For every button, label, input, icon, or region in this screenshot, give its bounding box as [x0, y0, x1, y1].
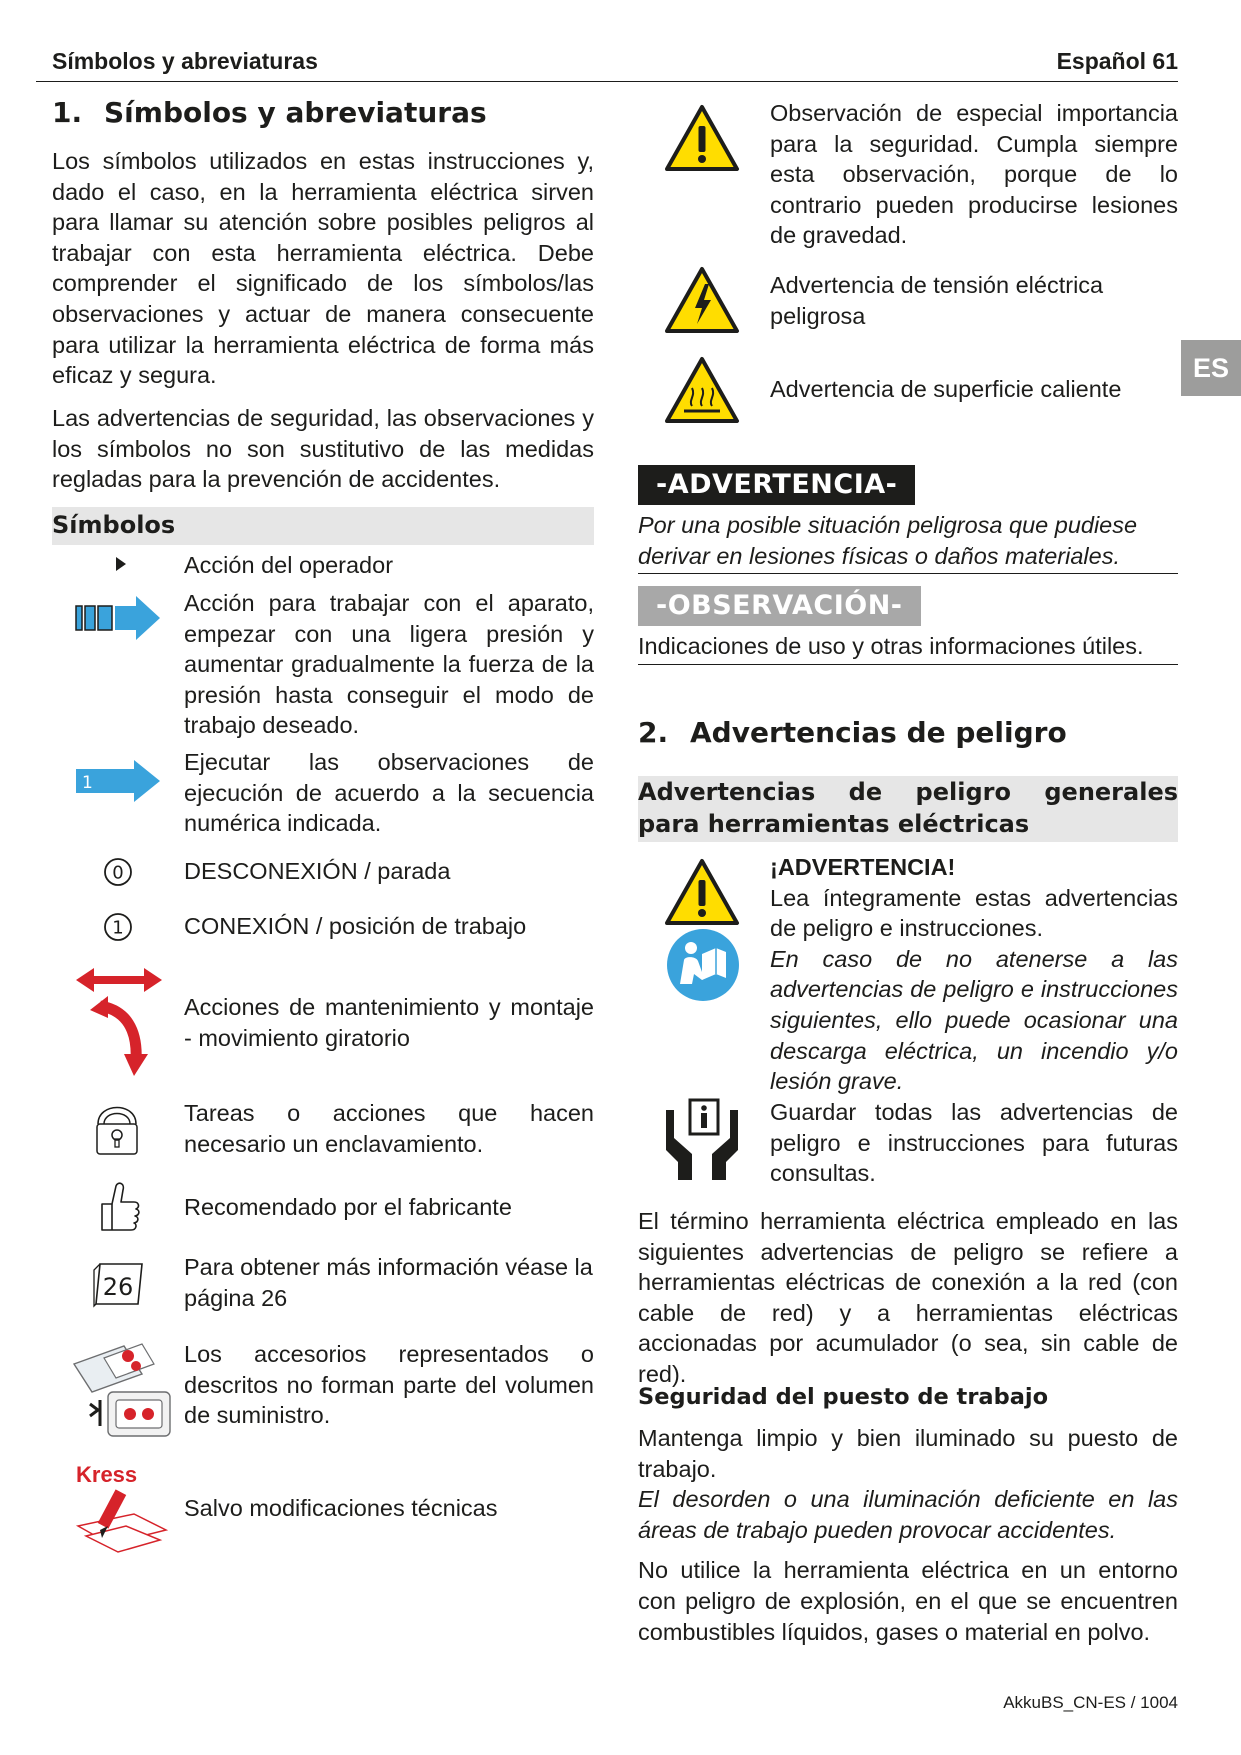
on-icon — [103, 912, 133, 942]
read-manual-icon — [666, 928, 740, 1002]
observacion-label: -OBSERVACIÓN- — [638, 586, 921, 626]
triangle-bullet-icon — [115, 556, 127, 572]
page-reference-number: 26 — [102, 1273, 134, 1301]
keep-instructions-icon — [660, 1096, 744, 1182]
off-icon-glyph: 0 — [112, 862, 124, 884]
kress-modifications-icon — [72, 1460, 172, 1556]
symbol-text: Salvo modificaciones técnicas — [184, 1495, 498, 1521]
rotation-arrows-icon — [74, 966, 164, 1078]
symbol-text: DESCONEXIÓN / parada — [184, 858, 451, 884]
symbols-heading — [52, 507, 594, 545]
kress-logo: Kress — [76, 1462, 138, 1487]
general-warning-icon — [664, 858, 740, 926]
symbol-text: CONEXIÓN / posición de trabajo — [184, 913, 527, 939]
thumbs-up-icon — [94, 1180, 142, 1234]
symbol-text: Los accesorios representados o descritos no forman parte del volumen de suministro. — [184, 1341, 594, 1429]
numbered-arrow-badge: 1 — [82, 773, 93, 793]
section1-title-text: Símbolos y abreviaturas — [104, 96, 487, 129]
running-header-page: Español 61 — [1056, 48, 1178, 74]
section2-title-text: Advertencias de peligro — [690, 716, 1067, 749]
power-tool-definition: El término herramienta eléctrica empleado en las siguientes advertencias de peligro se refiere a herramientas eléctricas de conexión a la red (con cable de red) y a herramientas eléctricas accionadas por acumulador (o sea, sin cable de red). — [638, 1208, 1178, 1387]
workplace-safety-block — [638, 1423, 1178, 1647]
warning-block-title: ¡ADVERTENCIA! — [770, 854, 956, 880]
header-rule — [36, 81, 1178, 82]
padlock-icon — [94, 1098, 140, 1156]
section1-intro: Los símbolos utilizados en estas instrucciones y, dado el caso, en la herramienta eléctrica sirven para llamar su atención sobre posibles peligros al trabajar con esta herramienta eléctrica. Debe comprender el significado de los símbolos/las observaciones y actuar de manera consecuente para utilizar la herramienta eléctrica de forma más eficaz y segura. — [52, 148, 594, 389]
on-icon-glyph: 1 — [112, 917, 124, 939]
progressive-arrow-icon — [74, 594, 162, 642]
symbol-text: Recomendado por el fabricante — [184, 1194, 512, 1220]
symbol-text: Para obtener más información véase la página 26 — [184, 1254, 593, 1311]
symbol-text: Tareas o acciones que hacen necesario un enclavamiento. — [184, 1100, 594, 1157]
section1-title — [52, 96, 487, 129]
running-header-left: Símbolos y abreviaturas — [52, 48, 318, 74]
advertencia-rule — [638, 573, 1178, 574]
electric-warning-icon — [664, 266, 740, 334]
workplace-p1: Mantenga limpio y bien iluminado su puesto de trabajo. — [638, 1425, 1178, 1482]
section2-title — [638, 716, 1067, 749]
general-warning-icon — [664, 104, 740, 172]
page-reference-icon — [92, 1260, 146, 1308]
workplace-safety-heading: Seguridad del puesto de trabajo — [638, 1384, 1049, 1410]
accessories-icon — [64, 1334, 176, 1444]
keep-instructions-text: Guardar todas las advertencias de peligro e instrucciones para futuras consultas. — [770, 1099, 1178, 1187]
advertencia-label: -ADVERTENCIA- — [638, 465, 915, 505]
symbol-text: Acciones de mantenimiento y montaje - movimiento giratorio — [184, 994, 594, 1051]
document-code: AkkuBS_CN-ES / 1004 — [1003, 1693, 1178, 1712]
advertencia-text: Por una posible situación peligrosa que pudiese derivar en lesiones físicas o daños materiales. — [638, 512, 1138, 569]
section1-disclaimer: Las advertencias de seguridad, las observaciones y los símbolos no son sustitutivo de las medidas regladas para la prevención de accidentes. — [52, 405, 594, 493]
symbols-heading-text: Símbolos — [52, 511, 176, 539]
symbol-text: Acción para trabajar con el aparato, empezar con una ligera presión y aumentar gradualmente la fuerza de la presión hasta conseguir el modo de trabajo deseado. — [184, 590, 594, 739]
symbol-text: Acción del operador — [184, 552, 394, 578]
section1-number: 1. — [52, 96, 83, 129]
warning-text-general: Observación de especial importancia para la seguridad. Cumpla siempre esta observación, porque de lo contrario pueden producirse lesiones de gravedad. — [770, 100, 1178, 249]
off-icon — [103, 857, 133, 887]
symbol-text: Ejecutar las observaciones de ejecución de acuerdo a la secuencia numérica indicada. — [184, 749, 594, 837]
general-warnings-heading-line1: Advertencias de peligro generales — [638, 778, 1178, 806]
warning-text-electric: Advertencia de tensión eléctrica peligrosa — [770, 272, 1104, 329]
observacion-rule — [638, 664, 1178, 665]
language-tab: ES — [1181, 340, 1241, 396]
numbered-arrow-icon — [74, 758, 162, 804]
general-warnings-heading-line2: para herramientas eléctricas — [638, 810, 1030, 838]
warning-text-hot-surface: Advertencia de superficie caliente — [770, 376, 1122, 402]
section2-number: 2. — [638, 716, 669, 749]
general-warnings-heading — [638, 776, 1178, 842]
warning-block — [770, 852, 1178, 1097]
warning-block-text: Lea íntegramente estas advertencias de peligro e instrucciones. — [770, 884, 1178, 942]
observacion-text: Indicaciones de uso y otras informaciones útiles. — [638, 633, 1144, 659]
workplace-p1-italic: El desorden o una iluminación deficiente en las áreas de trabajo pueden provocar accidentes. — [638, 1486, 1178, 1543]
warning-block-italic: En caso de no atenerse a las advertencias de peligro e instrucciones siguientes, ello puede ocasionar una descarga eléctrica, un incendio y/o lesión grave. — [770, 945, 1178, 1095]
workplace-p2: No utilice la herramienta eléctrica en un entorno con peligro de explosión, en el que se encuentren combustibles líquidos, gases o material en polvo. — [638, 1557, 1178, 1645]
hot-surface-icon — [664, 356, 740, 424]
